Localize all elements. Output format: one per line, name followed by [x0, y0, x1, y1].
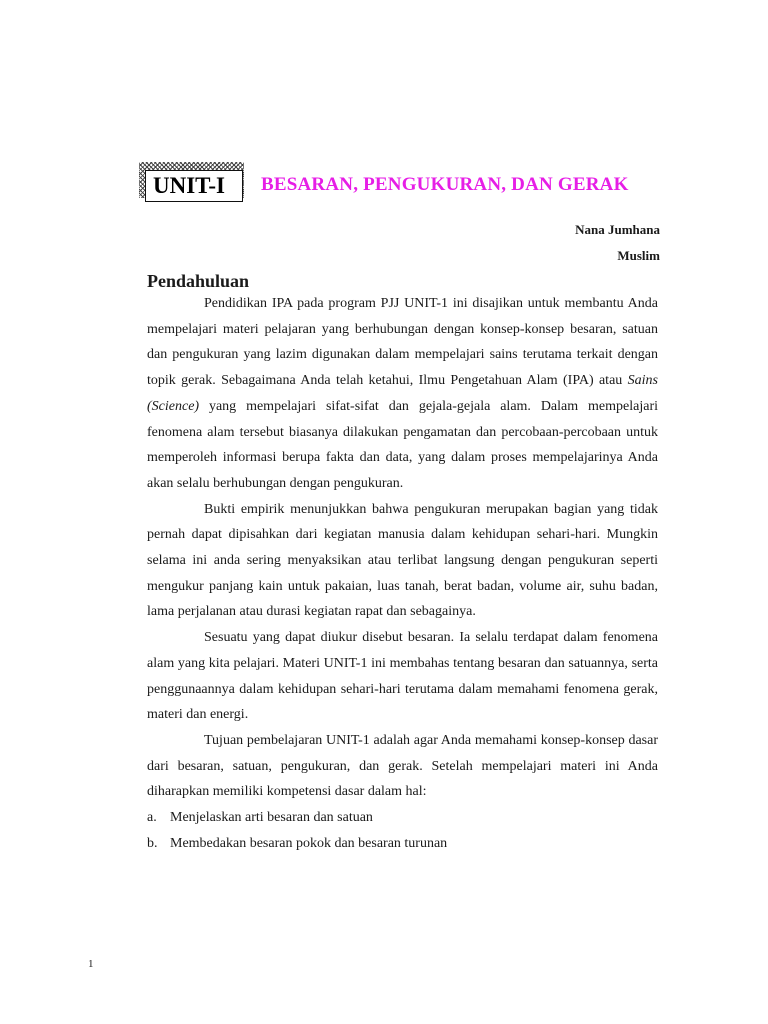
paragraph [147, 291, 658, 497]
section-heading: Pendahuluan [147, 271, 250, 291]
unit-label-box [139, 162, 244, 204]
author-name: Nana Jumhana [575, 222, 660, 237]
paragraph: Sesuatu yang dapat diukur disebut besaran. Ia selalu terdapat dalam fenomena alam yang kita pelajari. Materi UNIT-1 ini membahas tentang besaran dan satuannya, serta penggunaannya dalam kehidupan sehari-hari terutama dalam memahami fenomena gerak, materi dan energi. [147, 630, 658, 723]
body-text [147, 291, 658, 856]
list-marker: a. [147, 810, 157, 826]
paragraph: Tujuan pembelajaran UNIT-1 adalah agar Anda memahami konsep-konsep dasar dari besaran, satuan, pengukuran, dan gerak. Setelah mempelajari materi ini Anda diharapkan memiliki kompetensi dasar dalam hal: [147, 732, 658, 800]
list-item-text: Menjelaskan arti besaran dan satuan [170, 810, 373, 826]
author-name: Muslim [617, 248, 660, 263]
list-marker: b. [147, 835, 158, 851]
list-item [147, 831, 658, 857]
paragraph: Bukti empirik menunjukkan bahwa pengukuran merupakan bagian yang tidak pernah dapat dipisahkan dari kegiatan manusia dalam kehidupan sehari-hari. Mungkin selama ini anda sering menyaksikan atau terlibat langsung dengan pengukuran seperti mengukur panjang kain untuk pakaian, luas tanah, berat badan, volume air, suhu badan, lama perjalanan atau durasi kegiatan rapat dan sebagainya. [147, 501, 658, 620]
unit-label: UNIT-I [145, 170, 243, 202]
paragraph-text: Pendidikan IPA pada program PJJ UNIT-1 ini disajikan untuk membantu Anda mempelajari materi pelajaran yang berhubungan dengan konsep-konsep besaran, satuan dan pengukuran yang lazim digunakan dalam mempelajari sains terutama terkait dengan topik gerak. Sebagaimana Anda telah ketahui, Ilmu Pengetahuan Alam (IPA) atau [147, 296, 658, 389]
paragraph-text: yang mempelajari sifat-sifat dan gejala-gejala alam. Dalam mempelajari fenomena alam tersebut biasanya dilakukan pengamatan dan percobaan-percobaan untuk memperoleh informasi berupa fakta dan data, yang dalam proses mempelajarinya Anda akan selalu berhubungan dengan pengukuran. [147, 398, 658, 491]
list-item [147, 805, 658, 831]
paragraph-italic-term: Sains (Science) [147, 373, 658, 414]
unit-title: BESARAN, PENGUKURAN, DAN GERAK [261, 174, 629, 195]
list-item-text: Membedakan besaran pokok dan besaran turunan [170, 835, 448, 851]
page-number: 1 [88, 958, 94, 970]
